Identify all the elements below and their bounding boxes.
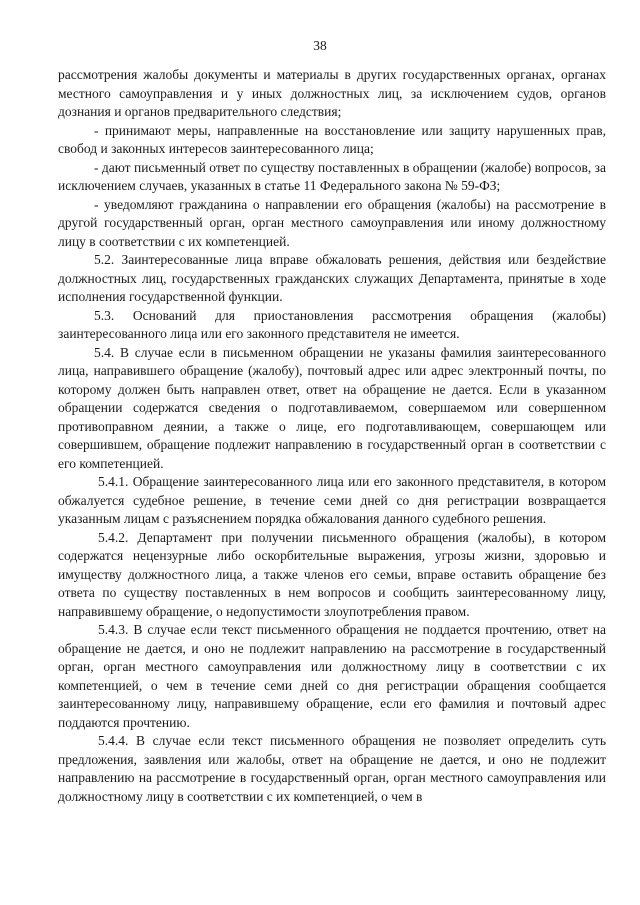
paragraph-bullet-notify: - уведомляют гражданина о направлении его обращения (жалобы) на рассмотрение в другой государственный орган, орган местного самоуправления или иному должностному лицу в соответствии с их компетенцией.	[58, 196, 606, 249]
paragraph-5-4: 5.4. В случае если в письменном обращении не указаны фамилия заинтересованного лица, направившего обращение (жалобу), почтовый адрес или адрес электронный почты, по которому должен быть направлен ответ, ответ на обращение не дается. Если в указанном обращении содержатся сведения о подготавливаемом, совершаемом или совершенном противоправном деянии, а также о лице, его подготавливающем, совершающем или совершившем, обращение подлежит направлению в государственный орган в соответствии с его компетенцией.	[58, 344, 606, 471]
paragraph-5-3: 5.3. Оснований для приостановления рассмотрения обращения (жалобы) заинтересованного лица или его законного представителя не имеется.	[58, 307, 606, 341]
paragraph-5-4-1: 5.4.1. Обращение заинтересованного лица или его законного представителя, в котором обжалуется судебное решение, в течение семи дней со дня регистрации возвращается указанным лицам с разъяснением порядка обжалования данного судебного решения.	[58, 474, 606, 526]
paragraph-bullet-measures: - принимают меры, направленные на восстановление или защиту нарушенных прав, свобод и законных интересов заинтересованного лица;	[58, 122, 606, 156]
paragraph-5-2: 5.2. Заинтересованные лица вправе обжаловать решения, действия или бездействие должностных лиц, государственных гражданских служащих Департамента, принятые в ходе исполнения государственной функции.	[58, 252, 606, 304]
page-number: 38	[313, 38, 327, 53]
paragraph-5-4-3: 5.4.3. В случае если текст письменного обращения не поддается прочтению, ответ на обращение не дается, и оно не подлежит направлению на рассмотрение в государственный орган, орган местного самоуправления или должностному лицу в соответствии с их компетенцией, о чем в течение семи дней со дня регистрации обращения сообщается заинтересованному лицу, направившему обращение, если его фамилия и почтовый адрес поддаются прочтению.	[58, 622, 606, 730]
paragraph-5-4-2: 5.4.2. Департамент при получении письменного обращения (жалобы), в котором содержатся нецензурные либо оскорбительные выражения, угрозы жизни, здоровью и имуществу должностного лица, а также членов его семьи, вправе оставить обращение без ответа по существу поставленных в нем вопросов и сообщить заинтересованному лицу, направившему обращение, о недопустимости злоупотребления правом.	[58, 529, 606, 619]
paragraph-5-4-4: 5.4.4. В случае если текст письменного обращения не позволяет определить суть предложения, заявления или жалобы, ответ на обращение не дается, и оно не подлежит направлению на рассмотрение в государственный орган, орган местного самоуправления или должностному лицу в соответствии с их компетенцией, о чем в	[58, 733, 606, 804]
paragraph-continuation: рассмотрения жалобы документы и материалы в других государственных органах, органах местного самоуправления и у иных должностных лиц, за исключением судов, органов дознания и органов предварительного следствия;	[58, 67, 606, 119]
document-body	[58, 66, 606, 806]
paragraph-bullet-answer: - дают письменный ответ по существу поставленных в обращении (жалобе) вопросов, за исключением случаев, указанных в статье 11 Федерального закона № 59-ФЗ;	[58, 159, 606, 193]
